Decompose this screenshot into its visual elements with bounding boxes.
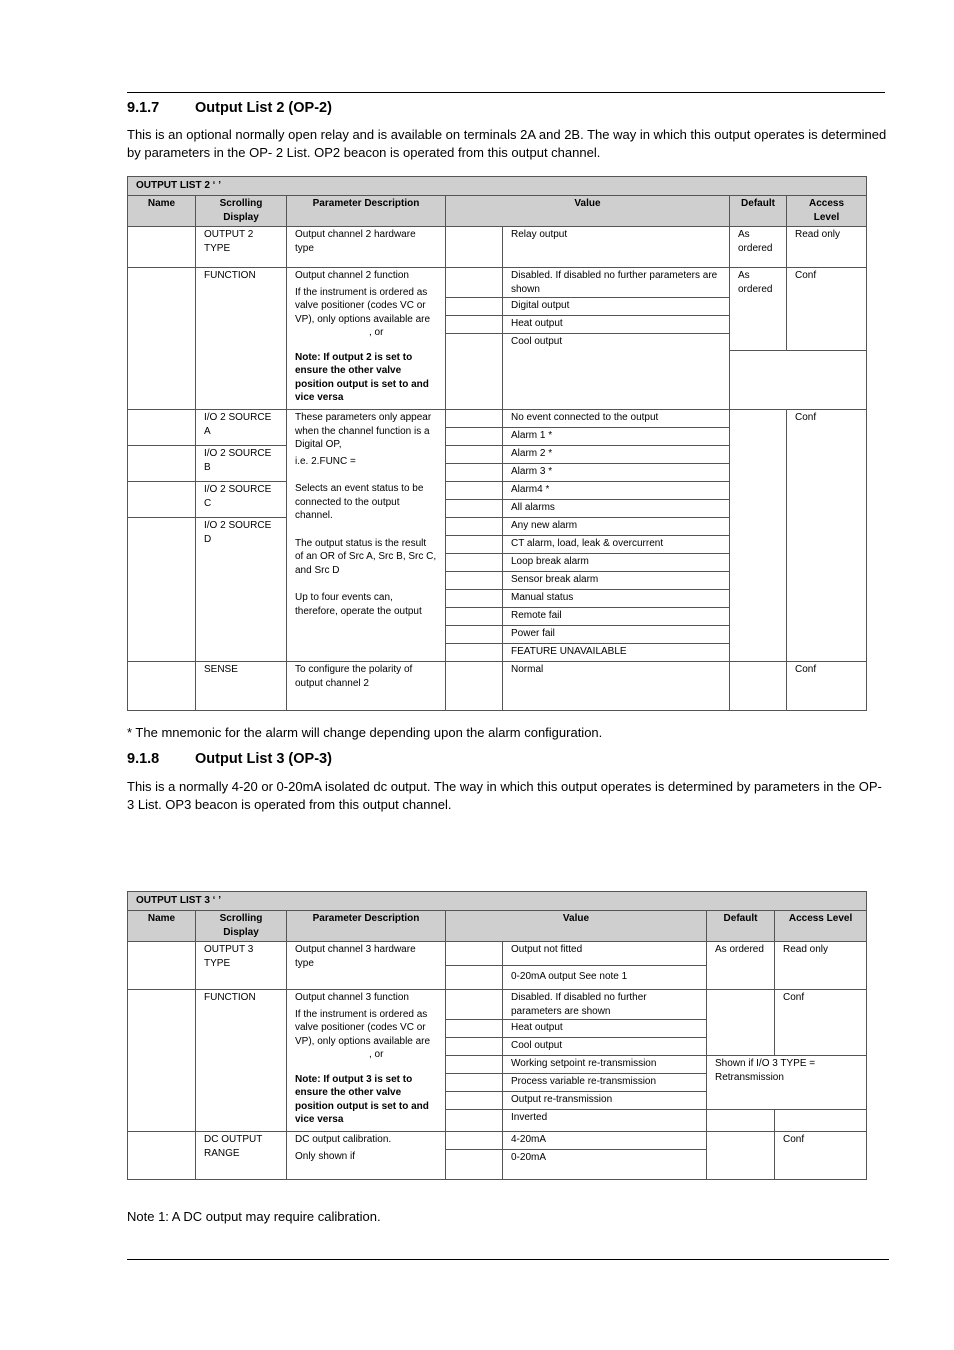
desc-line: DC output calibration. [295,1134,392,1145]
default-cell: As ordered [730,227,787,268]
value-cell: Digital output [503,298,730,316]
parameter-description: Output channel 2 hardware type [287,227,446,268]
top-rule [127,92,885,93]
value-cell: Cool output [503,334,730,351]
parameter-description: To configure the polarity of output channel 2 [287,662,446,711]
value-cell: Cool output [503,1038,707,1056]
scrolling-display: FUNCTION [196,268,287,410]
output-list-2-table [127,176,867,711]
desc-line: Up to four events can, therefore, operate the output [295,592,422,617]
desc-line: Output channel 3 function [295,992,409,1003]
header-default: Default [707,911,775,942]
value-cell: FEATURE UNAVAILABLE [503,644,730,662]
value-cell: Output not fitted [503,942,707,966]
value-cell: No event connected to the output [503,410,730,428]
scrolling-display: SENSE [196,662,287,711]
value-cell: Normal [503,662,730,711]
header-default: Default [730,196,787,227]
value-cell: 0-20mA output See note 1 [503,966,707,990]
table-row [128,268,867,298]
section-intro: This is an optional normally open relay and is available on terminals 2A and 2B. The way in which this output operates is determined by parameters in the OP- 2 List. OP2 beacon is operated from this output channel. [127,127,887,160]
value-cell: Alarm 2 * [503,446,730,464]
access-level-cell: Conf [787,410,867,662]
section-title: Output List 3 (OP-3) [195,751,332,767]
desc-line: If the instrument is ordered as valve positioner (codes VC or VP), only options available are [295,1008,431,1047]
header-scrolling-display: Scrolling Display [196,196,287,227]
desc-note: Note: If output 3 is set to ensure the other valve position output is set to and vice versa [295,1073,429,1125]
parameter-description [287,410,446,662]
bottom-rule [127,1259,889,1260]
access-level-cell: Conf [787,268,867,351]
section-heading-9-1-7 [127,100,332,116]
desc-line: Selects an event status to be connected to the output channel. [295,483,424,521]
table-title: OUTPUT LIST 3 ‘ ’ [128,892,867,911]
note-1: Note 1: A DC output may require calibration. [127,1209,381,1224]
table-row [128,1132,867,1150]
section-intro: This is a normally 4-20 or 0-20mA isolated dc output. The way in which this output operates is determined by parameters in the OP- 3 List. OP3 beacon is operated from this output channel. [127,779,882,812]
scrolling-display: FUNCTION [196,990,287,1132]
section-number: 9.1.7 [127,100,160,116]
value-cell: Output re-transmission [503,1092,707,1110]
value-cell: Remote fail [503,608,730,626]
header-scrolling-display: Scrolling Display [196,911,287,942]
header-parameter-description: Parameter Description [287,196,446,227]
value-cell: Alarm 1 * [503,428,730,446]
table-row [128,227,867,268]
table-row [128,662,867,711]
header-name: Name [128,196,196,227]
section-number: 9.1.8 [127,751,160,767]
value-cell: Any new alarm [503,518,730,536]
header-value: Value [446,911,707,942]
scrolling-display: I/O 2 SOURCE B [196,446,287,482]
scrolling-display: OUTPUT 3 TYPE [196,942,287,990]
value-cell: 4-20mA [503,1132,707,1150]
value-cell: Loop break alarm [503,554,730,572]
value-cell: Heat output [503,316,730,334]
access-level-cell: Conf [775,990,867,1056]
parameter-description: Output channel 3 hardware type [287,942,446,990]
desc-line: Only shown if [295,1150,356,1162]
value-cell: Manual status [503,590,730,608]
shown-if-note: Shown if I/O 3 TYPE = Retransmission [707,1056,867,1110]
output-list-3-table [127,891,867,1180]
value-cell: Heat output [503,1020,707,1038]
section-title: Output List 2 (OP-2) [195,100,332,116]
value-cell: CT alarm, load, leak & overcurrent [503,536,730,554]
header-value: Value [446,196,730,227]
value-cell: Power fail [503,626,730,644]
table-row [128,942,867,966]
header-name: Name [128,911,196,942]
table-row [128,990,867,1020]
desc-line: i.e. 2.FUNC = [295,455,356,467]
value-cell: Alarm4 * [503,482,730,500]
access-level-cell: Conf [787,662,867,711]
desc-line: These parameters only appear when the channel function is a Digital OP, [295,412,432,450]
table-title: OUTPUT LIST 2 ‘ ’ [128,177,867,196]
scrolling-display: I/O 2 SOURCE A [196,410,287,446]
access-level-cell: Read only [787,227,867,268]
value-cell: Relay output [503,227,730,268]
value-cell: Inverted [503,1110,707,1132]
parameter-description [287,268,446,410]
desc-line: The output status is the result of an OR of Src A, Src B, Src C, and Src D [295,537,437,576]
header-access-level: Access Level [775,911,867,942]
header-access-level: Access Level [787,196,867,227]
value-cell: All alarms [503,500,730,518]
access-level-cell: Read only [775,942,867,990]
desc-line: If the instrument is ordered as valve positioner (codes VC or VP), only options available are [295,286,431,325]
default-cell: As ordered [707,942,775,990]
value-cell: Working setpoint re-transmission [503,1056,707,1074]
section-heading-9-1-8 [127,751,332,767]
desc-line: Output channel 2 function [295,270,409,281]
value-cell: Sensor break alarm [503,572,730,590]
value-cell: Disabled. If disabled no further parameters are shown [503,268,730,298]
access-level-cell: Conf [775,1132,867,1180]
desc-line: , or [369,1049,384,1060]
parameter-description [287,990,446,1132]
desc-note: Note: If output 2 is set to ensure the other valve position output is set to and vice versa [295,351,429,403]
scrolling-display: OUTPUT 2 TYPE [196,227,287,268]
parameter-description [287,1132,446,1180]
scrolling-display: DC OUTPUT RANGE [196,1132,287,1180]
value-cell: Alarm 3 * [503,464,730,482]
header-parameter-description: Parameter Description [287,911,446,942]
default-cell: As ordered [730,268,787,351]
scrolling-display: I/O 2 SOURCE D [196,518,287,662]
value-cell: Process variable re-transmission [503,1074,707,1092]
value-cell: 0-20mA [503,1150,707,1180]
scrolling-display: I/O 2 SOURCE C [196,482,287,518]
desc-line: , or [369,327,384,338]
footnote: * The mnemonic for the alarm will change depending upon the alarm configuration. [127,725,603,740]
value-cell: Disabled. If disabled no further parameters are shown [503,990,707,1020]
